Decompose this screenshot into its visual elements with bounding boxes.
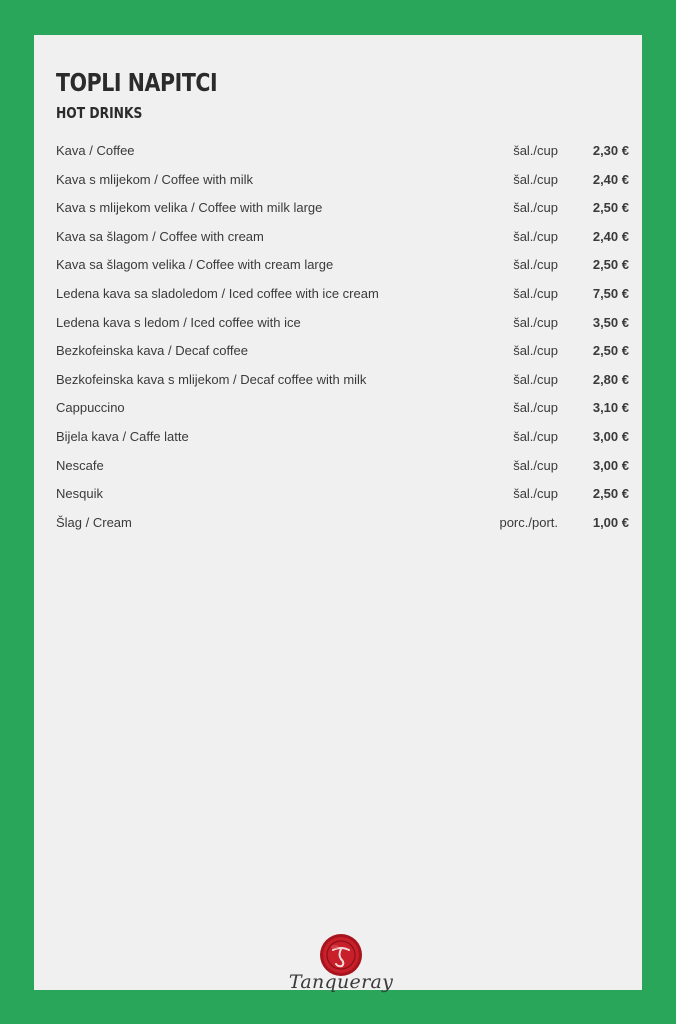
item-price: 1,00 € bbox=[592, 514, 629, 530]
item-name: Bezkofeinska kava / Decaf coffee bbox=[56, 343, 248, 359]
item-price: 2,50 € bbox=[592, 200, 629, 216]
item-price: 7,50 € bbox=[592, 285, 629, 301]
list-item bbox=[56, 426, 629, 455]
item-price: 3,10 € bbox=[592, 400, 629, 416]
list-item bbox=[56, 197, 629, 226]
item-name: Cappuccino bbox=[56, 400, 125, 416]
item-unit: šal./cup bbox=[513, 343, 558, 359]
item-name: Bezkofeinska kava s mlijekom / Decaf coffee with milk bbox=[56, 371, 367, 387]
item-unit: šal./cup bbox=[513, 257, 558, 273]
list-item bbox=[56, 340, 629, 369]
item-unit: šal./cup bbox=[513, 314, 558, 330]
item-price: 2,50 € bbox=[592, 486, 629, 502]
list-item bbox=[56, 369, 629, 398]
item-name: Kava s mlijekom / Coffee with milk bbox=[56, 171, 253, 187]
item-unit: šal./cup bbox=[513, 457, 558, 473]
item-name: Kava sa šlagom / Coffee with cream bbox=[56, 228, 264, 244]
list-item bbox=[56, 254, 629, 283]
item-price: 2,50 € bbox=[592, 343, 629, 359]
tanqueray-logo bbox=[286, 933, 396, 1003]
item-name: Kava s mlijekom velika / Coffee with milk large bbox=[56, 200, 323, 216]
item-unit: šal./cup bbox=[513, 228, 558, 244]
item-name: Nesquik bbox=[56, 486, 103, 502]
item-unit: šal./cup bbox=[513, 486, 558, 502]
item-unit: porc./port. bbox=[499, 514, 558, 530]
item-name: Bijela kava / Caffe latte bbox=[56, 428, 189, 444]
item-unit: šal./cup bbox=[513, 285, 558, 301]
item-unit: šal./cup bbox=[513, 200, 558, 216]
page-title: TOPLI NAPITCI bbox=[56, 68, 218, 97]
item-unit: šal./cup bbox=[513, 143, 558, 158]
list-item bbox=[56, 140, 629, 169]
list-item bbox=[56, 226, 629, 255]
item-unit: šal./cup bbox=[513, 171, 558, 187]
page-subtitle: HOT DRINKS bbox=[56, 104, 143, 122]
item-price: 3,00 € bbox=[592, 457, 629, 473]
list-item bbox=[56, 455, 629, 484]
item-unit: šal./cup bbox=[513, 428, 558, 444]
list-item bbox=[56, 312, 629, 341]
item-name: Kava sa šlagom velika / Coffee with cream large bbox=[56, 257, 334, 273]
item-unit: šal./cup bbox=[513, 371, 558, 387]
list-item bbox=[56, 483, 629, 512]
item-name: Ledena kava sa sladoledom / Iced coffee with ice cream bbox=[56, 285, 379, 301]
item-name: Nescafe bbox=[56, 457, 104, 473]
list-item bbox=[56, 512, 629, 541]
drinks-list bbox=[56, 140, 629, 540]
item-price: 3,00 € bbox=[592, 428, 629, 444]
menu-page bbox=[34, 35, 642, 993]
item-name: Kava / Coffee bbox=[56, 143, 135, 158]
item-name: Ledena kava s ledom / Iced coffee with ice bbox=[56, 314, 301, 330]
item-price: 2,50 € bbox=[592, 257, 629, 273]
list-item bbox=[56, 397, 629, 426]
list-item bbox=[56, 169, 629, 198]
item-unit: šal./cup bbox=[513, 400, 558, 416]
list-item bbox=[56, 283, 629, 312]
item-price: 3,50 € bbox=[592, 314, 629, 330]
item-price: 2,40 € bbox=[592, 228, 629, 244]
item-name: Šlag / Cream bbox=[56, 514, 132, 530]
item-price: 2,40 € bbox=[592, 171, 629, 187]
item-price: 2,30 € bbox=[592, 143, 629, 158]
brand-name: Tanqueray bbox=[288, 971, 394, 993]
item-price: 2,80 € bbox=[592, 371, 629, 387]
